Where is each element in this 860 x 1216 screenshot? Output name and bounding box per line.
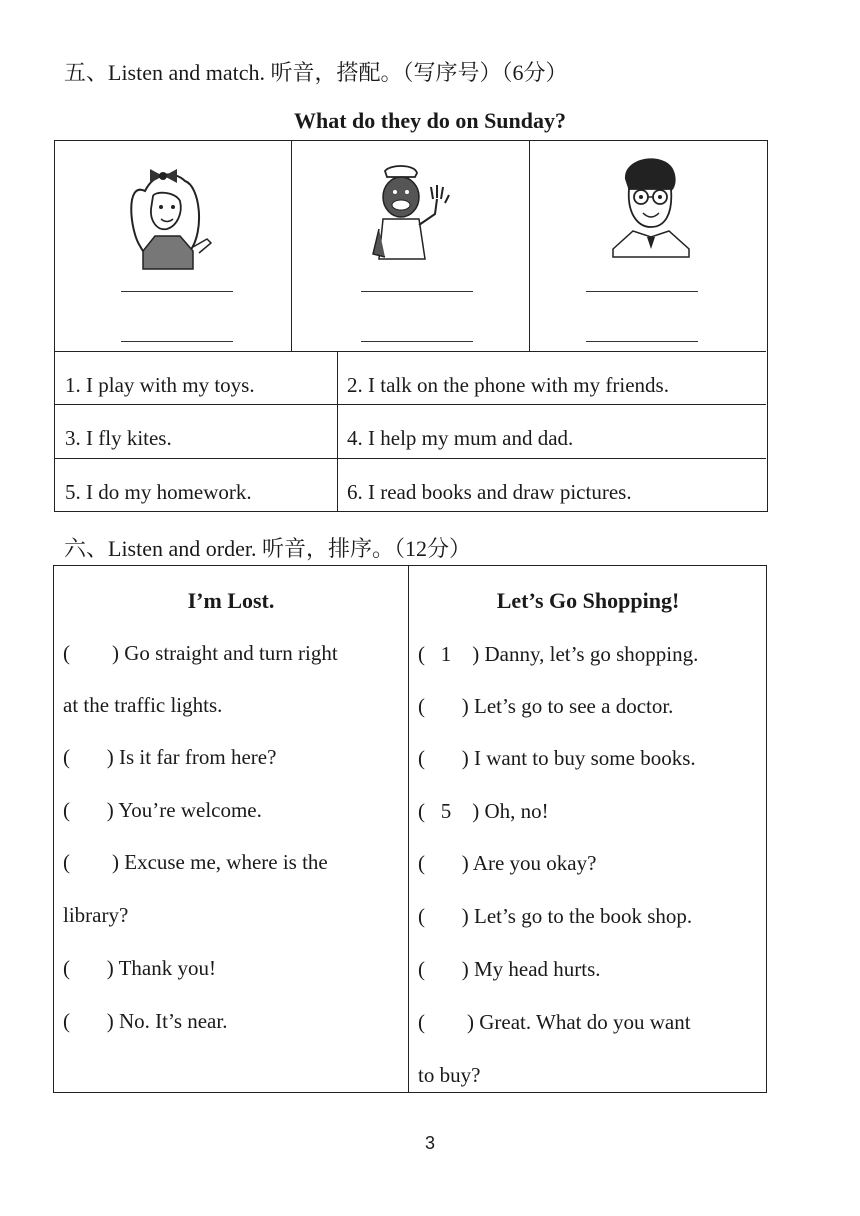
option-2: 2. I talk on the phone with my friends. [347, 373, 669, 397]
right-line-8-cont: to buy? [418, 1063, 481, 1087]
divider [55, 458, 766, 459]
right-line-1: ( 1 ) Danny, let’s go shopping. [418, 642, 699, 666]
right-line-3: ( ) I want to buy some books. [418, 746, 696, 770]
boy-with-glasses-icon [603, 149, 703, 259]
left-line-6: ( ) No. It’s near. [63, 1009, 228, 1033]
divider [291, 141, 292, 351]
divider [337, 351, 338, 511]
right-line-7: ( ) My head hurts. [418, 957, 601, 981]
left-dialog-title: I’m Lost. [187, 588, 275, 613]
right-line-8: ( ) Great. What do you want [418, 1010, 691, 1034]
girl-with-bow-icon [115, 151, 215, 271]
boy-waving-icon [365, 159, 465, 269]
left-line-1: ( ) Go straight and turn right [63, 641, 338, 665]
option-6: 6. I read books and draw pictures. [347, 480, 632, 504]
divider [55, 404, 766, 405]
option-1: 1. I play with my toys. [65, 373, 255, 397]
right-line-5: ( ) Are you okay? [418, 851, 597, 875]
right-dialog-title: Let’s Go Shopping! [496, 588, 680, 613]
match-subtitle: What do they do on Sunday? [293, 108, 567, 133]
left-line-5: ( ) Thank you! [63, 956, 216, 980]
left-line-3: ( ) You’re welcome. [63, 798, 262, 822]
divider [55, 351, 766, 352]
left-line-1-cont: at the traffic lights. [63, 693, 223, 717]
answer-blank[interactable] [121, 341, 233, 342]
answer-blank[interactable] [586, 291, 698, 292]
right-line-2: ( ) Let’s go to see a doctor. [418, 694, 674, 718]
left-line-4-cont: library? [63, 903, 129, 927]
section-5-subtitle [0, 108, 860, 134]
section-5-title: 五、Listen and match. 听音，搭配。（写序号）（6分） [64, 60, 568, 85]
section-6-title: 六、Listen and order. 听音，排序。（12分） [64, 536, 471, 561]
right-line-6: ( ) Let’s go to the book shop. [418, 904, 693, 928]
match-table [54, 140, 768, 512]
page-number: 3 [424, 1133, 435, 1153]
left-line-2: ( ) Is it far from here? [63, 745, 277, 769]
divider [408, 566, 409, 1092]
option-3: 3. I fly kites. [65, 426, 172, 450]
answer-blank[interactable] [361, 341, 473, 342]
answer-blank[interactable] [361, 291, 473, 292]
option-4: 4. I help my mum and dad. [347, 426, 574, 450]
option-5: 5. I do my homework. [65, 480, 252, 504]
answer-blank[interactable] [121, 291, 233, 292]
right-line-4: ( 5 ) Oh, no! [418, 799, 549, 823]
left-line-4: ( ) Excuse me, where is the [63, 850, 328, 874]
order-table [53, 565, 767, 1093]
divider [529, 141, 530, 351]
answer-blank[interactable] [586, 341, 698, 342]
